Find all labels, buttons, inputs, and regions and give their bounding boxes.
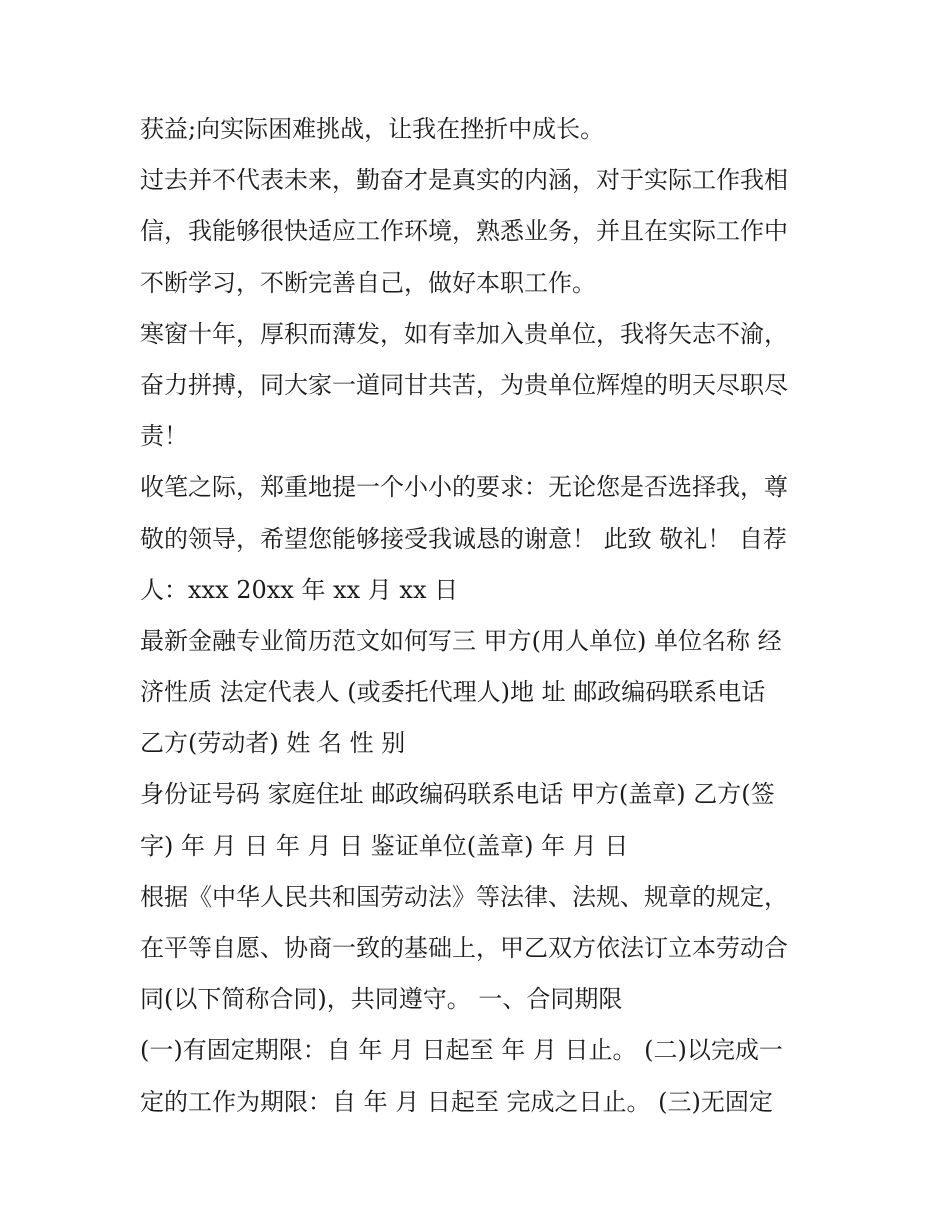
text-line: 获益;向实际困难挑战，让我在挫折中成长。 — [140, 115, 605, 143]
text-line: 不断学习，不断完善自己，做好本职工作。 — [140, 268, 596, 297]
text-line: 敬的领导，希望您能够接受我诚恳的谢意！ 此致 敬礼！ 自荐 — [140, 524, 787, 553]
text-line: 最新金融专业简历范文如何写三 甲方(用人单位) 单位名称 经 — [140, 626, 782, 655]
document-body — [140, 104, 830, 1128]
text-line: (一)有固定期限：自 年 月 日起至 年 月 日止。 (二)以完成一 — [140, 1036, 783, 1065]
text-line: 人：xxx 20xx 年 xx 月 xx 日 — [140, 575, 459, 604]
text-line: 身份证号码 家庭住址 邮政编码联系电话 甲方(盖章) 乙方(签 — [140, 780, 775, 809]
text-line: 根据《中华人民共和国劳动法》等法律、法规、规章的规定， — [140, 882, 788, 911]
text-line: 奋力拼搏，同大家一道同甘共苦，为贵单位辉煌的明天尽职尽 — [140, 370, 788, 399]
text-line: 字) 年 月 日 年 月 日 鉴证单位(盖章) 年 月 日 — [140, 831, 629, 860]
text-line: 济性质 法定代表人 (或委托代理人)地 址 邮政编码联系电话 — [140, 678, 766, 707]
text-line: 在平等自愿、协商一致的基础上，甲乙双方依法订立本劳动合 — [140, 934, 788, 962]
text-line: 收笔之际，郑重地提一个小小的要求：无论您是否选择我，尊 — [140, 473, 788, 502]
text-line: 同(以下简称合同)，共同遵守。 一、合同期限 — [140, 985, 623, 1014]
text-line: 定的工作为期限：自 年 月 日起至 完成之日止。 (三)无固定 — [140, 1087, 773, 1116]
text-line: 乙方(劳动者) 姓 名 性 别 — [140, 729, 406, 758]
text-line: 寒窗十年，厚积而薄发，如有幸加入贵单位，我将矢志不渝， — [140, 319, 788, 348]
text-line: 过去并不代表未来，勤奋才是真实的内涵，对于实际工作我相 — [140, 166, 788, 195]
text-line: 信，我能够很快适应工作环境，熟悉业务，并且在实际工作中 — [140, 217, 788, 246]
text-line: 责！ — [140, 422, 188, 451]
